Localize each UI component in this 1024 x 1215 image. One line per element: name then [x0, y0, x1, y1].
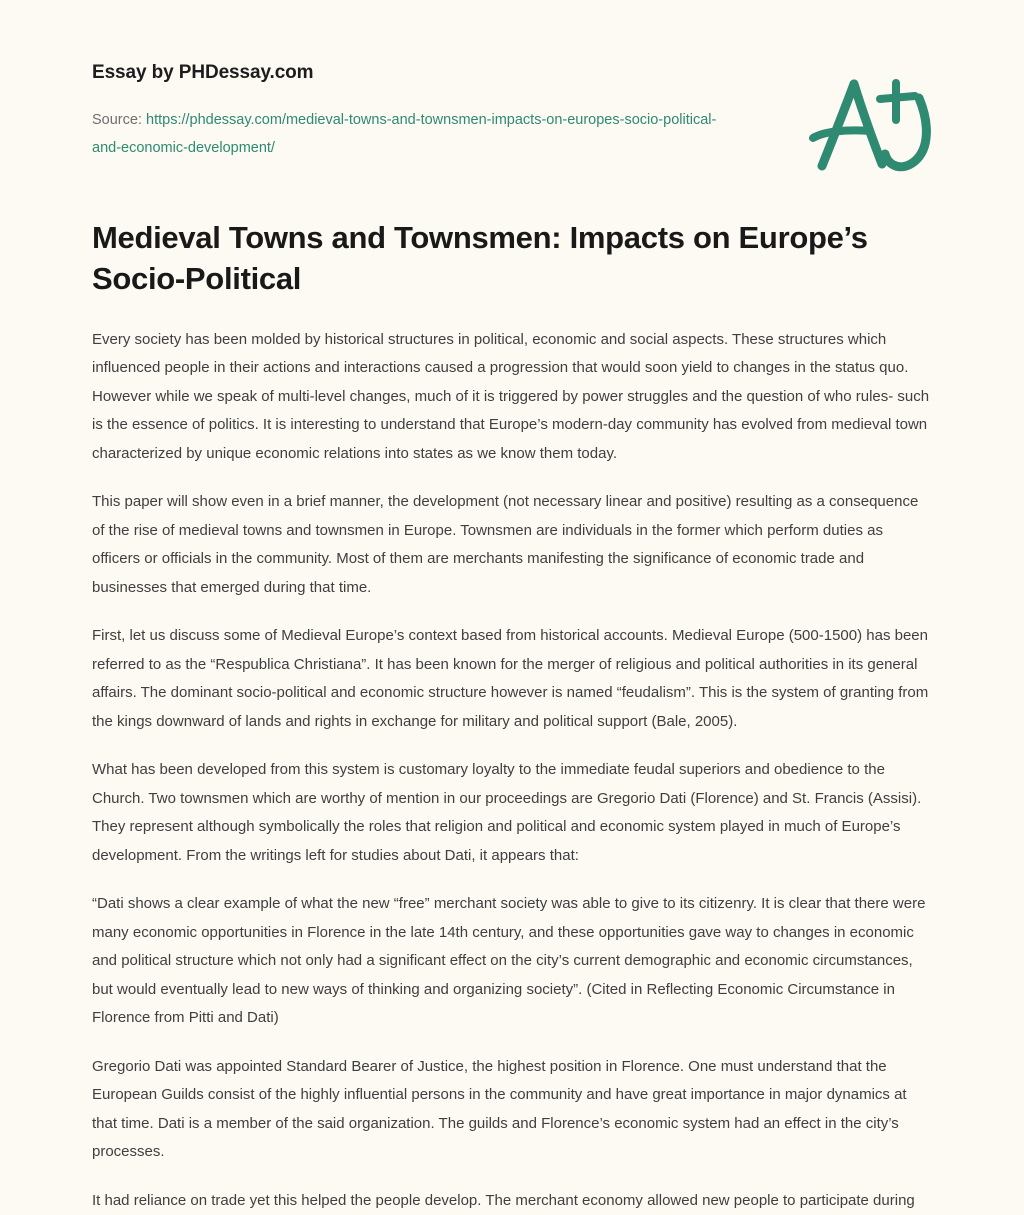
body-paragraph: “Dati shows a clear example of what the new “free” merchant society was able to give to its citizenry. It is clear that there were many economic opportunities in Florence in the late 14th century, and these opportunities gave way to changes in economic and political structure which not only had a significant effect on the city’s current demographic and economic circumstances, but would eventually lead to new ways of thinking and organizing society”. (Cited in Reflecting Economic Circumstance in Florence from Pitti and Dati): [92, 895, 926, 1027]
page-title: Medieval Towns and Townsmen: Impacts on Europe’s Socio-Political: [92, 219, 868, 296]
page-header: [92, 0, 932, 162]
essay-byline: Essay by PHDessay.com: [92, 62, 314, 83]
body-paragraph: Every society has been molded by historical structures in political, economic and social aspects. These structures which influenced people in their actions and interactions caused a progression that would soon yield to changes in the status quo. However while we speak of multi-level changes, much of it is triggered by power struggles and the question of who rules- such is the essence of politics. It is interesting to understand that Europe’s modern-day community has evolved from medieval town characterized by unique economic relations into states as we know them today.: [92, 330, 930, 462]
body-paragraph: It had reliance on trade yet this helped the people develop. The merchant economy allowed new people to participate during: [92, 1191, 915, 1209]
aplus-logo-icon: [796, 68, 946, 180]
source-url-link[interactable]: https://phdessay.com/medieval-towns-and-townsmen-impacts-on-europes-socio-political-and-economic-development/: [92, 111, 717, 156]
body-paragraph: This paper will show even in a brief manner, the development (not necessary linear and positive) resulting as a consequence of the rise of medieval towns and townsmen in Europe. Townsmen are individuals in the former which perform duties as officers or officials in the community. Most of them are merchants manifesting the significance of economic trade and businesses that emerged during that time.: [92, 493, 919, 596]
source-label: Source:: [92, 111, 142, 128]
essay-body: [92, 299, 932, 1215]
source-line: [92, 106, 732, 162]
body-paragraph: What has been developed from this system is customary loyalty to the immediate feudal superiors and obedience to the Church. Two townsmen which are worthy of mention in our proceedings are Gregorio Dati (Florence) and St. Francis (Assisi). They represent although symbolically the roles that religion and political and economic system played in much of Europe’s development. From the writings left for studies about Dati, it appears that:: [92, 761, 922, 864]
body-paragraph: Gregorio Dati was appointed Standard Bearer of Justice, the highest position in Florence. One must understand that the European Guilds consist of the highly influential persons in the community and have great importance in major dynamics at that time. Dati is a member of the said organization. The guilds and Florence’s economic system had an effect in the city’s processes.: [92, 1057, 907, 1161]
body-paragraph: First, let us discuss some of Medieval Europe’s context based from historical accounts. Medieval Europe (500-1500) has been referred to as the “Respublica Christiana”. It has been known for the merger of religious and political authorities in its general affairs. The dominant socio-political and economic structure however is named “feudalism”. This is the system of granting from the kings downward of lands and rights in exchange for military and political support (Bale, 2005).: [92, 627, 929, 730]
